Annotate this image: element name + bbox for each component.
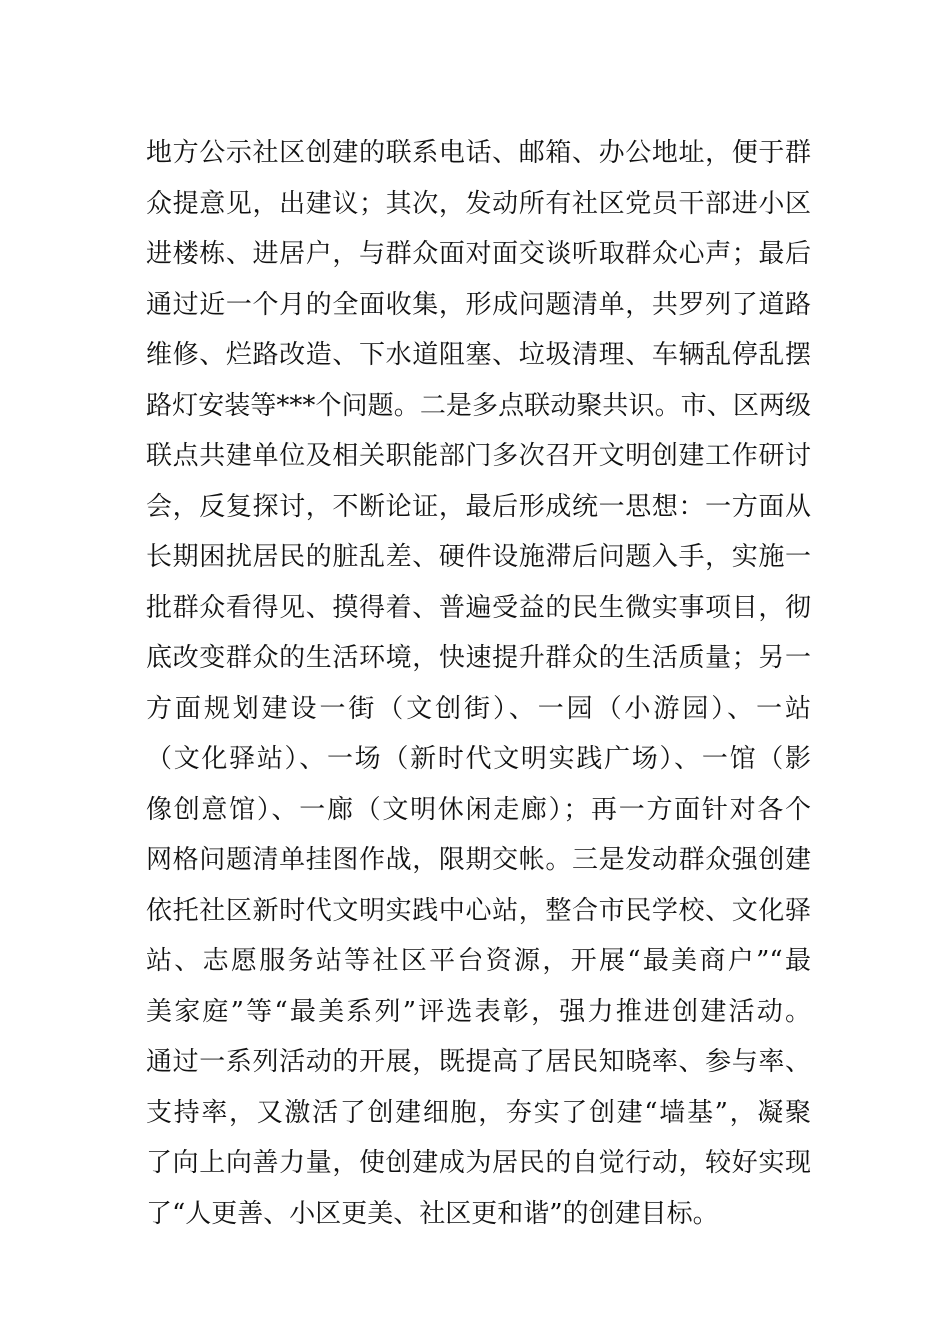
text-line-4: 通过近一个月的全面收集，形成问题清单，共罗列了道路 [146, 289, 811, 320]
text-line-20: 支持率，又激活了创建细胞，夯实了创建“墙基”，凝聚 [146, 1097, 811, 1128]
text-line-12: 方面规划建设一街（文创街）、一园（小游园）、一站 [146, 693, 811, 724]
text-line-22: 了“人更善、小区更美、社区更和谐”的创建目标。 [146, 1198, 719, 1229]
text-line-16: 依托社区新时代文明实践中心站，整合市民学校、文化驿 [146, 895, 811, 926]
text-line-10: 批群众看得见、摸得着、普遍受益的民生微实事项目，彻 [146, 592, 811, 623]
text-line-8: 会，反复探讨，不断论证，最后形成统一思想：一方面从 [146, 491, 811, 522]
text-line-21: 了向上向善力量，使创建成为居民的自觉行动，较好实现 [146, 1148, 811, 1178]
text-line-19: 通过一系列活动的开展，既提高了居民知晓率、参与率、 [146, 1047, 811, 1077]
text-line-9: 长期困扰居民的脏乱差、硬件设施滞后问题入手，实施一 [146, 542, 811, 572]
text-line-11: 底改变群众的生活环境，快速提升群众的生活质量；另一 [146, 643, 811, 673]
body-paragraph [146, 128, 811, 1239]
text-line-1: 地方公示社区创建的联系电话、邮箱、办公地址，便于群 [146, 138, 811, 168]
text-line-6: 路灯安装等***个问题。二是多点联动聚共识。市、区两级 [146, 390, 811, 421]
text-line-15: 网格问题清单挂图作战，限期交帐。三是发动群众强创建 [146, 845, 811, 875]
text-line-14: 像创意馆）、一廊（文明休闲走廊）；再一方面针对各个 [146, 794, 811, 825]
text-line-7: 联点共建单位及相关职能部门多次召开文明创建工作研讨 [146, 441, 811, 471]
text-line-17: 站、志愿服务站等社区平台资源，开展“最美商户”“最 [146, 946, 811, 976]
text-line-5: 维修、烂路改造、下水道阻塞、垃圾清理、车辆乱停乱摆 [146, 340, 811, 370]
text-line-3: 进楼栋、进居户，与群众面对面交谈听取群众心声；最后 [146, 239, 811, 269]
text-line-18: 美家庭”等“最美系列”评选表彰，强力推进创建活动。 [146, 996, 811, 1027]
text-line-2: 众提意见，出建议；其次，发动所有社区党员干部进小区 [146, 188, 811, 219]
text-line-13: （文化驿站）、一场（新时代文明实践广场）、一馆（影 [146, 744, 811, 774]
